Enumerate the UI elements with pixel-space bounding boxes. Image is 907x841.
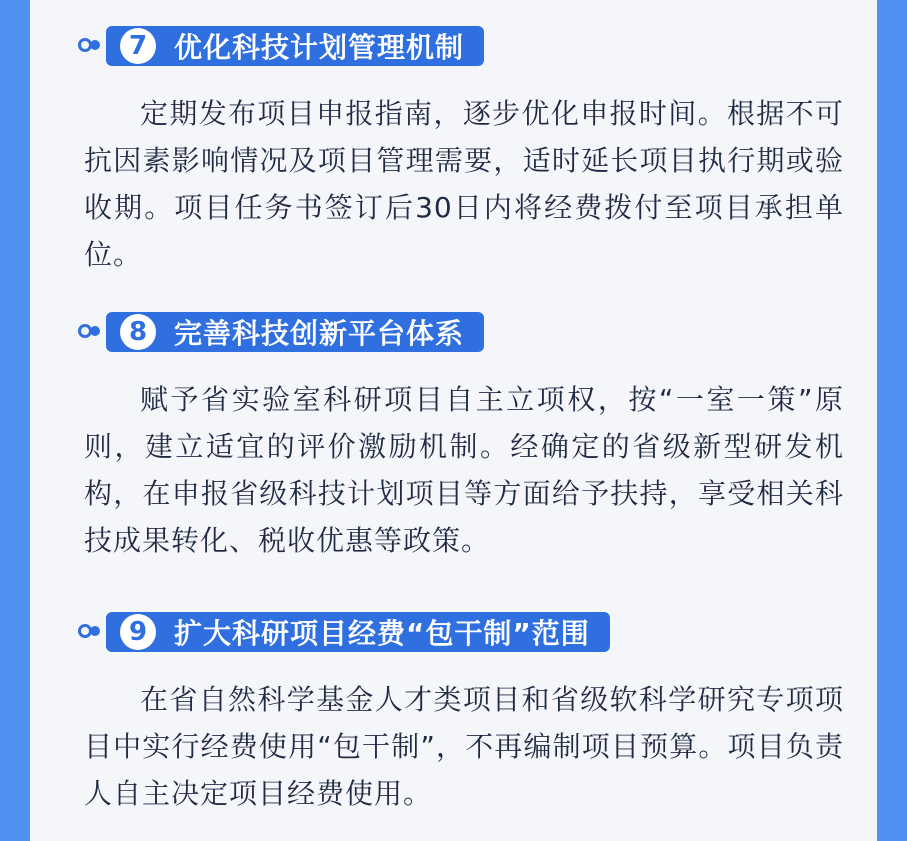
section-header-9 [78, 610, 738, 654]
section-title: 完善科技创新平台体系 [174, 317, 465, 350]
bullet-icon [78, 324, 102, 338]
section-title-bar [106, 312, 484, 352]
section-header-7 [78, 24, 738, 68]
section-body-8: 赋予省实验室科研项目自主立项权，按“一室一策”原则，建立适宜的评价激励机制。经确定的省级新型研发机构，在申报省级科技计划项目等方面给予扶持，享受相关科技成果转化、税收优惠等政策。 [84, 383, 844, 557]
section-header-8 [78, 310, 738, 354]
section-title: 扩大科研项目经费“包干制”范围 [174, 617, 590, 650]
section-title-bar [106, 612, 610, 652]
content-card [30, 0, 877, 841]
section-number-badge: 7 [120, 28, 156, 64]
section-body-9: 在省自然科学基金人才类项目和省级软科学研究专项项目中实行经费使用“包干制”，不再编制项目预算。项目负责人自主决定项目经费使用。 [84, 683, 844, 810]
section-title-bar [106, 26, 484, 66]
section-title: 优化科技计划管理机制 [174, 31, 465, 64]
section-number-badge: 9 [120, 614, 156, 650]
bullet-icon [78, 624, 102, 638]
bullet-icon [78, 38, 102, 52]
section-body-7: 定期发布项目申报指南，逐步优化申报时间。根据不可抗因素影响情况及项目管理需要，适时延长项目执行期或验收期。项目任务书签订后30日内将经费拨付至项目承担单位。 [84, 97, 844, 271]
section-number-badge: 8 [120, 314, 156, 350]
